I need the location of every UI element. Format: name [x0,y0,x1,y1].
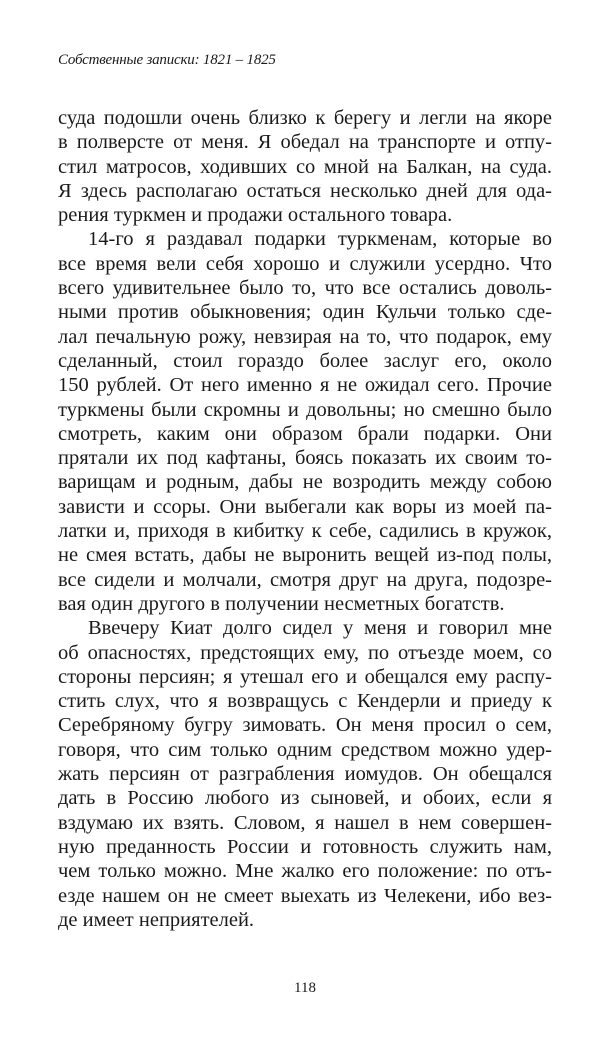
text-line: все сидели и молчали, смотря друг на друга, подозре- [58,568,552,591]
text-line: об опасностях, предстоящих ему, по отъезде моем, со [58,641,552,664]
paragraph [58,616,552,932]
text-line: лал печальную рожу, невзирая на то, что подарок, ему [58,325,552,348]
text-line: Я здесь располагаю остаться несколько дней для ода- [58,179,552,202]
text-line: вздумаю их взять. Словом, я нашел в нем совершен- [58,811,552,834]
text-line: говоря, что сим только одним средством можно удер- [58,738,552,761]
page-number: 118 [294,980,316,996]
paragraph [58,106,552,227]
text-line: все время вели себя хорошо и служили усердно. Что [58,252,552,275]
text-line: езде нашем он не смеет выехать из Челекени, ибо вез- [58,884,552,907]
text-line: 150 рублей. От него именно я не ожидал сего. Прочие [58,374,552,397]
text-line: чем только можно. Мне жалко его положение: по отъ- [58,860,552,883]
text-line: де имеет неприятелей. [58,908,255,931]
text-line: рения туркмен и продажи остального товара. [58,204,453,227]
text-line: Серебряному бугру зимовать. Он меня просил о сем, [58,714,552,737]
text-line: всего удивительнее было то, что все остались доволь- [58,277,552,300]
text-line: туркмены были скромны и довольны; но смешно было [58,398,552,421]
text-line: 14-го я раздавал подарки туркменам, которые во [88,228,552,251]
text-line: Ввечеру Киат долго сидел у меня и говорил мне [88,617,552,640]
text-line: смотреть, каким они образом брали подарки. Они [58,422,552,445]
page-body [58,106,552,932]
text-line: ными против обыкновения; один Кульчи только сде- [58,301,552,324]
text-line: суда подошли очень близко к берегу и легли на якоре [58,107,552,129]
text-line: варищам и родным, дабы не возродить между собою [58,471,552,494]
paragraph [58,227,552,616]
text-line: стил матросов, ходивших со мной на Балкан, на суда. [58,155,552,178]
text-line: вая один другого в получении несметных богатств. [58,592,505,615]
text-line: дать в Россию любого из сыновей, и обоих, если я [58,787,552,810]
text-line: прятали их под кафтаны, боясь показать их своим то- [58,447,552,470]
text-line: стороны персиян; я утешал его и обещался ему распу- [58,665,552,688]
text-line: ную преданность России и готовность служить нам, [58,835,552,858]
text-line: жать персиян от разграбления иомудов. Он обещался [58,763,552,786]
text-line: зависти и ссоры. Они выбегали как воры из моей па- [58,495,552,518]
text-line: стить слух, что я возвращусь с Кендерли и приеду к [58,690,552,713]
text-line: в полверсте от меня. Я обедал на транспорте и отпу- [58,131,552,154]
text-line: не смея встать, дабы не выронить вещей из-под полы, [58,544,552,567]
running-header: Собственные записки: 1821 – 1825 [58,52,276,68]
text-line: латки и, приходя в кибитку к себе, садились в кружок, [58,520,552,543]
text-line: сделанный, стоил гораздо более заслуг его, около [58,349,552,372]
